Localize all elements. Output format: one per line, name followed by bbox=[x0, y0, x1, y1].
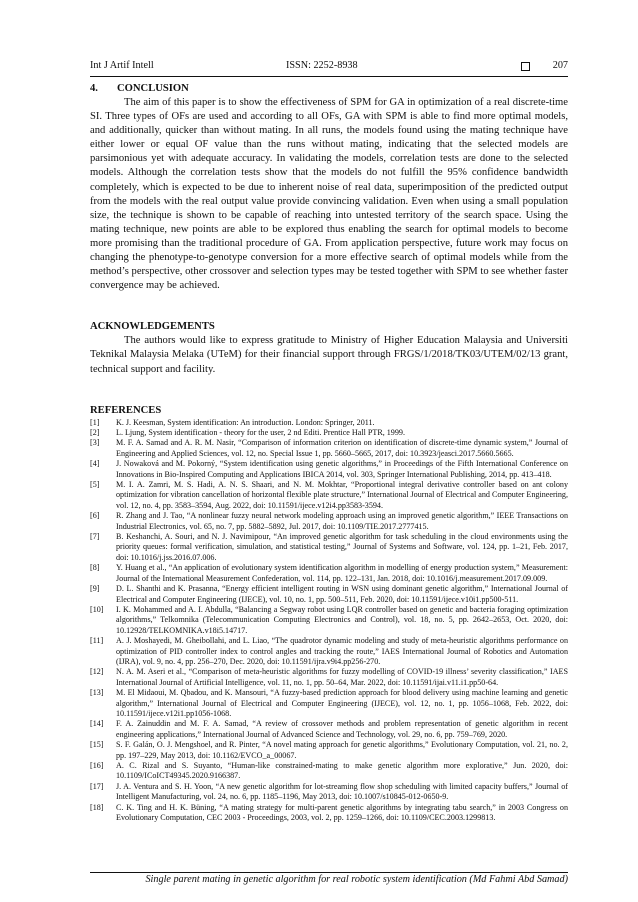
reference-text: K. J. Keesman, System identification: An introduction. London: Springer, 2011. bbox=[116, 417, 375, 427]
reference-item bbox=[90, 667, 568, 688]
reference-item bbox=[90, 584, 568, 605]
reference-text: D. L. Shanthi and K. Prasanna, “Energy efficient intelligent routing in WSN using dominant genetic algorithm,” International Journal of Electrical and Computer Engineering (IJECE), vol. 10, no. 1, pp. 500–511, Feb. 2020, doi: 10.11591/ijece.v10i1.pp500-511. bbox=[116, 584, 568, 604]
reference-item bbox=[90, 803, 568, 824]
running-footer: Single parent mating in genetic algorithm for real robotic system identification (Md Fahmi Abd Samad) bbox=[145, 874, 568, 885]
reference-text: J. Nowaková and M. Pokorný, “System identification using genetic algorithms,” in Proceedings of the Fifth International Conference on Innovations in Bio-Inspired Computing and Applications IBICA 2014, vol. 303, Springer International Publishing, 2014, pp. 413–418. bbox=[116, 459, 568, 479]
footer-rule bbox=[90, 872, 568, 873]
reference-text: M. I. A. Zamri, M. S. Hadi, A. N. S. Shaari, and N. M. Mokhtar, “Proportional integral derivative controller based on ant colony optimization for vibration cancellation of horizontal flexible plate structure,” International Journal of Electrical and Computer Engineering, vol. 12, no. 4, pp. 3583–3594, Aug. 2022, doi: 10.11591/ijece.v12i4.pp3583-3594. bbox=[116, 480, 568, 510]
reference-text: J. A. Ventura and S. H. Yoon, “A new genetic algorithm for lot-streaming flow shop scheduling with limited capacity buffers,” Journal of Intelligent Manufacturing, vol. 24, no. 6, pp. 1185–1196, May 2013, doi: 10.1007/s10845-012-0650-9. bbox=[116, 781, 568, 802]
reference-text: A. C. Rizal and S. Suyanto, “Human-like constrained-mating to make genetic algorithm more explorative,” Jun. 2020, doi: 10.1109/ICoICT49345.2020.9166387. bbox=[116, 761, 568, 781]
reference-number: [9] bbox=[90, 584, 100, 594]
reference-number: [3] bbox=[90, 438, 100, 448]
reference-text: B. Keshanchi, A. Souri, and N. J. Navimipour, “An improved genetic algorithm for task scheduling in the cloud environments using the priority queues: formal verification, simulation, and statistical testing,” Journal of Systems and Software, vol. 124, pp. 1–21, Feb. 2017, doi: 10.1016/j.jss.2016.07.006. bbox=[116, 532, 568, 562]
reference-number: [15] bbox=[90, 740, 104, 750]
reference-number: [14] bbox=[90, 719, 104, 729]
reference-text: Y. Huang et al., “An application of evolutionary system identification algorithm in modelling of energy production system,” Measurement: Journal of the International Measurement Confederation, vol. 114, pp. 122–131, Jan. 2018, doi: 10.1016/j.measurement.2017.09.009. bbox=[116, 563, 568, 583]
page-body bbox=[90, 82, 568, 823]
reference-text: M. El Midaoui, M. Qbadou, and K. Mansouri, “A fuzzy-based prediction approach for blood delivery using machine learning and genetic algorithm,” International Journal of Electrical and Computer Engineering (IJECE), vol. 12, no. 1, pp. 1056–1068, Feb. 2022, doi: 10.11591/ijece.v12i1.pp1056-1068. bbox=[116, 688, 568, 718]
reference-item bbox=[90, 480, 568, 511]
reference-item bbox=[90, 563, 568, 584]
acknowledgements-paragraph: The authors would like to express gratitude to Ministry of Higher Education Malaysia and Universiti Teknikal Malaysia Melaka (UTeM) for their financial support through FRGS/1/2018/TK03/UTEM/02/13 grant, technical support and facility. bbox=[90, 335, 568, 375]
reference-text: A. J. Moshayedi, M. Gheibollahi, and L. Liao, “The quadrotor dynamic modeling and study of meta-heuristic algorithms performance on optimization of PID controller index to control angles and tracking the route,” IAES International Journal of Robotics and Automation (IJRA), vol. 9, no. 4, pp. 256–270, Dec. 2020, doi: 10.11591/ijra.v9i4.pp256-270. bbox=[116, 636, 568, 666]
reference-number: [10] bbox=[90, 604, 104, 614]
reference-text: F. A. Zainuddin and M. F. A. Samad, “A review of crossover methods and problem representation of genetic algorithm in recent engineering applications,” International Journal of Advanced Science and Technology, vol. 29, no. 6, pp. 759–769, 2020. bbox=[116, 719, 568, 739]
reference-number: [13] bbox=[90, 688, 104, 698]
reference-item bbox=[90, 438, 568, 459]
reference-number: [16] bbox=[90, 761, 104, 770]
reference-text: S. F. Galán, O. J. Mengshoel, and R. Pinter, “A novel mating approach for genetic algorithms,” Evolutionary Computation, vol. 21, no. 2, pp. 197–229, May 2013, doi: 10.1162/EVCO_a_00067. bbox=[116, 740, 568, 760]
page-number: 207 bbox=[552, 60, 568, 71]
reference-item bbox=[90, 418, 568, 428]
acknowledgements-heading: ACKNOWLEDGEMENTS bbox=[90, 321, 215, 333]
reference-item bbox=[90, 511, 568, 532]
reference-number: [5] bbox=[90, 480, 100, 490]
reference-text: I. K. Mohammed and A. I. Abdulla, “Balancing a Segway robot using LQR controller based on genetic and bacteria foraging optimization algorithms,” Telkomnika (Telecommunication Computing Electronics and Control), vol. 18, no. 5, pp. 2642–2653, Oct. 2020, doi: 10.12928/TELKOMNIKA.v18i5.14717. bbox=[116, 604, 568, 635]
reference-item bbox=[90, 459, 568, 480]
reference-item bbox=[90, 428, 568, 438]
reference-text: L. Ljung, System identification - theory for the user, 2 nd Editi. Prentice Hall PTR, 1999. bbox=[116, 428, 405, 437]
reference-number: [8] bbox=[90, 563, 100, 573]
reference-item bbox=[90, 740, 568, 761]
reference-text: M. F. A. Samad and A. R. M. Nasir, “Comparison of information criterion on identification of discrete-time dynamic system,” Journal of Engineering and Applied Sciences, vol. 12, no. Special Issue 1, pp. 5660–5665, 2017, doi: 10.3923/jeasci.2017.5660.5665. bbox=[116, 438, 568, 458]
reference-text: C. K. Ting and H. K. Büning, “A mating strategy for multi-parent genetic algorithms by integrating tabu search,” in 2003 Congress on Evolutionary Computation, CEC 2003 - Proceedings, 2003, vol. 2, pp. 1259–1266, doi: 10.1109/CEC.2003.1299813. bbox=[116, 802, 568, 823]
reference-number: [11] bbox=[90, 636, 104, 646]
reference-number: [4] bbox=[90, 459, 100, 469]
reference-text: R. Zhang and J. Tao, “A nonlinear fuzzy neural network modeling approach using an improved genetic algorithm,” IEEE Transactions on Industrial Electronics, vol. 65, no. 7, pp. 5882–5892, Jul. 2017, doi: 10.1109/TIE.2017.2777415. bbox=[116, 511, 568, 531]
conclusion-heading bbox=[90, 82, 568, 96]
reference-number: [2] bbox=[90, 428, 100, 437]
journal-name: Int J Artif Intell bbox=[90, 60, 154, 71]
running-header bbox=[90, 60, 568, 76]
reference-item bbox=[90, 782, 568, 803]
square-icon bbox=[521, 62, 530, 71]
reference-number: [12] bbox=[90, 667, 104, 677]
reference-number: [18] bbox=[90, 802, 104, 812]
reference-item bbox=[90, 761, 568, 782]
reference-number: [6] bbox=[90, 511, 100, 521]
reference-number: [1] bbox=[90, 417, 100, 427]
section-number: 4. bbox=[90, 83, 98, 94]
conclusion-paragraph: The aim of this paper is to show the effectiveness of SPM for GA in optimization of a real discrete-time SI. Three types of OFs are used and according to all OFs, GA with SPM is able to find more optimal models, and additionally, quicker than without mating. In all runs, the models found using the mating technique have either lower or equal OF value than the runs without mating, indicating that the selected models are parsimonious yet with adequate accuracy. In validating the models, correlation tests are done to the selected models. Although the correlation tests show that the models do not fulfill the 95% confidence bandwidth completely, which is expected to be due to inherent noise of real data, superimposition of the predicted output from the models with the real output value provide convincing validation. Even when using a small population size, the technique is shown to be capable of reaching into untested territory of the search space. Using the mating technique, new points are able to be explored thus enabling the search for optimal models to become more promising than the traditional procedure of GA. From application perspective, future work may focus on changing the phenotype-to-genotype conversion for a more effective search of optimal models while from the method’s perspective, other crossover and selection types may be tested together with SPM to see whether faster convergence may be achieved. bbox=[90, 97, 568, 292]
section-title: CONCLUSION bbox=[117, 83, 189, 94]
reference-item bbox=[90, 605, 568, 636]
reference-item bbox=[90, 532, 568, 563]
header-rule bbox=[90, 76, 568, 77]
reference-item bbox=[90, 688, 568, 719]
reference-item bbox=[90, 719, 568, 740]
reference-number: [17] bbox=[90, 781, 104, 791]
reference-text: N. A. M. Aseri et al., “Comparison of meta-heuristic algorithms for fuzzy modelling of COVID-19 illness’ severity classification,” IAES International Journal of Artificial Intelligence, vol. 11, no. 1, pp. 50–64, Mar. 2022, doi: 10.11591/ijai.v11.i1.pp50-64. bbox=[116, 667, 568, 687]
reference-item bbox=[90, 636, 568, 667]
reference-list bbox=[90, 418, 568, 824]
issn: ISSN: 2252-8938 bbox=[286, 60, 358, 71]
reference-number: [7] bbox=[90, 532, 100, 542]
references-heading: REFERENCES bbox=[90, 404, 162, 416]
